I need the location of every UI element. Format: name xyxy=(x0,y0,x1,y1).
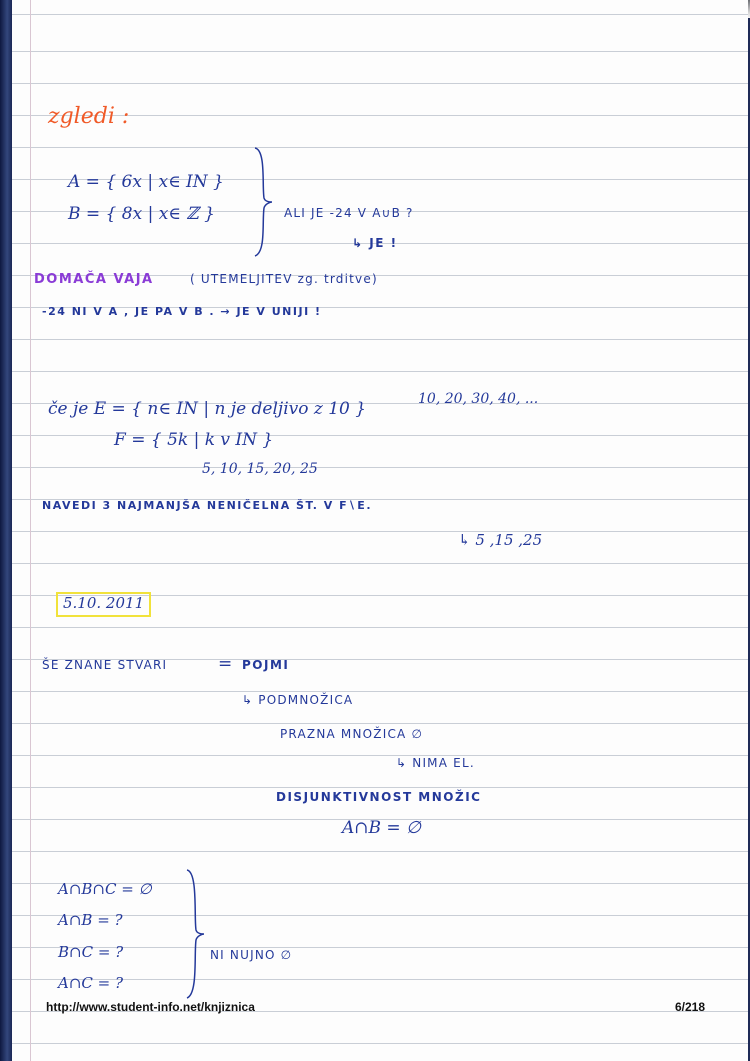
brace-right xyxy=(252,146,274,258)
union-answer: ↳ JE ! xyxy=(352,236,398,250)
set-f-definition: F = { 5k | k v IN } xyxy=(114,430,274,450)
intersection-row-4: A∩C = ? xyxy=(58,974,124,992)
intersection-row-3: B∩C = ? xyxy=(58,943,124,961)
brace-intersections xyxy=(184,868,206,1000)
concept-empty-set-note: ↳ NIMA EL. xyxy=(396,756,475,770)
concepts-pojmi: POJMI xyxy=(242,658,290,672)
homework-title: DOMAČA VAJA xyxy=(34,272,154,287)
notebook-page xyxy=(12,0,748,1061)
homework-explanation: -24 NI V A , JE PA V B . → JE V UNIJI ! xyxy=(42,305,322,318)
set-b-definition: B = { 8x | x∈ ℤ } xyxy=(68,204,215,224)
set-a-definition: A = { 6x | x∈ IN } xyxy=(68,172,224,192)
margin-line xyxy=(30,0,31,1061)
union-question: ALI JE -24 V A∪B ? xyxy=(284,206,414,220)
intersections-note: NI NUJNO ∅ xyxy=(210,948,293,962)
difference-answer: ↳ 5 ,15 ,25 xyxy=(458,531,543,549)
set-e-definition: če je E = { n∈ IN | n je deljivo z 10 } xyxy=(48,399,367,419)
set-f-elements: 5, 10, 15, 20, 25 xyxy=(202,461,318,477)
heading-zgledi: zgledi : xyxy=(48,104,130,129)
intersection-row-1: A∩B∩C = ∅ xyxy=(58,880,152,898)
concepts-equals: = xyxy=(218,654,233,674)
concept-disjoint: DISJUNKTIVNOST MNOŽIC xyxy=(276,790,482,804)
date-highlight: 5.10. 2011 xyxy=(56,592,151,617)
disjoint-formula: A∩B = ∅ xyxy=(342,818,421,838)
intersection-row-2: A∩B = ? xyxy=(58,911,123,929)
set-e-elements: 10, 20, 30, 40, ... xyxy=(418,391,539,407)
footer-url: http://www.student-info.net/knjiznica xyxy=(46,1000,255,1014)
footer-page-number: 6/218 xyxy=(675,1000,706,1014)
homework-subtitle: ( UTEMELJITEV zg. trditve) xyxy=(190,272,378,286)
concept-empty-set: PRAZNA MNOŽICA ∅ xyxy=(280,727,424,741)
notebook-binding xyxy=(0,0,12,1061)
difference-task: NAVEDI 3 NAJMANJŠA NENIČELNA ŠT. V F∖E. xyxy=(42,499,373,512)
concepts-intro: ŠE ZNANE STVARI xyxy=(42,658,168,672)
concept-subset: ↳ PODMNOŽICA xyxy=(242,693,354,707)
